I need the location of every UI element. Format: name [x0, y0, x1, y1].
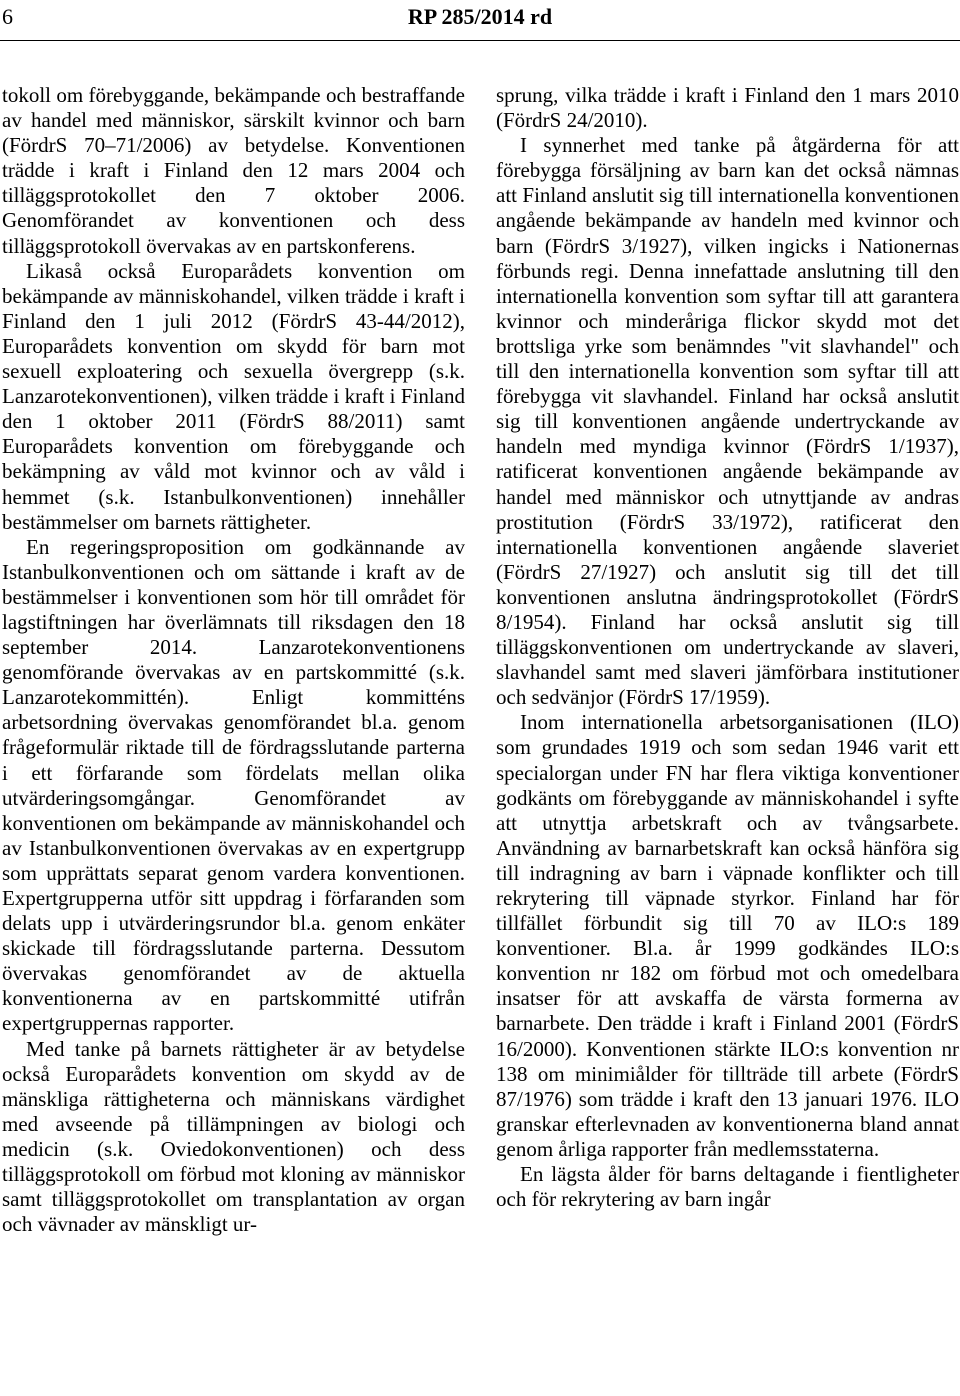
page-header — [0, 0, 960, 46]
paragraph: En lägsta ålder för barns deltagande i fientligheter och för rekrytering av barn ingår — [496, 1162, 959, 1212]
header-divider — [0, 40, 960, 41]
right-text-column — [496, 83, 959, 1212]
paragraph: Likaså också Europarådets konvention om bekämpande av människohandel, vilken trädde i kraft i Finland den 1 juli 2012 (FördrS 43-44/2012), Europarådets konvention om skydd för barn mot sexuell exploatering och sexuella övergrepp (s.k. Lanzarotekonventionen), vilken trädde i kraft i Finland den 1 oktober 2011 (FördrS 88/2011) samt Europarådets konvention om förebyggande och bekämpning av våld mot kvinnor och av våld i hemmet (s.k. Istanbulkonventionen) innehåller bestämmelser om barnets rättigheter. — [2, 258, 465, 534]
paragraph: Inom internationella arbetsorganisationen (ILO) som grundades 1919 och som sedan 1946 varit ett specialorgan under FN har flera viktiga konventioner godkänts om förebyggande av människohandel i syfte att utnyttja arbetskraft och av tvångsarbete. Användning av barnarbetskraft kan också hänföra sig till indragning av barn i väpnade konflikter och till rekrytering till väpnade styrkor. Finland har för tillfället förbundit sig till 70 av ILO:s 189 konventioner. Bl.a. år 1999 godkändes ILO:s konvention nr 182 om förbud mot och omedelbara insatser för att avskaffa de värsta formerna av barnarbete. Den trädde i kraft i Finland 2001 (FördrS 16/2000). Konventionen stärkte ILO:s konvention nr 138 om minimiålder för tillträde till arbete (FördrS 87/1976) som trädde i kraft den 13 januari 1976. ILO granskar efterlevnaden av konventionerna bland annat genom årliga rapporter från medlemsstaterna. — [496, 710, 959, 1161]
paragraph-continued: sprung, vilka trädde i kraft i Finland den 1 mars 2010 (FördrS 24/2010). — [496, 83, 959, 133]
paragraph: En regeringsproposition om godkännande av Istanbulkonventionen och om sättande i kraft av de bestämmelser i konventionen som hör till området för lagstiftningen har överlämnats till riksdagen den 18 september 2014. Lanzarotekonventionens genomförande övervakas av en partskommitté (s.k. Lanzarotekommittén). Enligt kommitténs arbetsordning övervakas genomförandet bl.a. genom frågeformulär riktade till de fördragsslutande parterna i ett förfarande som fördelats mellan olika utvärderingsomgångar. Genomförandet av konventionen om bekämpande av människohandel och av Istanbulkonventionen övervakas av en expertgrupp som upprättats separat genom vardera konventionen. Expertgrupperna utför sitt uppdrag i förfaranden som delats upp i utvärderingsrundor bl.a. genom enkäter skickade till fördragsslutande parterna. Dessutom övervakas genomförandet av de aktuella konventionerna av en partskommitté utifrån expertgruppernas rapporter. — [2, 534, 465, 1036]
document-reference: RP 285/2014 rd — [407, 4, 553, 29]
paragraph-continued: tokoll om förebyggande, bekämpande och bestraffande av handel med människor, särskilt kvinnor och barn (FördrS 70–71/2006) av betydelse. Konventionen trädde i kraft i Finland den 12 mars 2004 och tilläggsprotokollet den 7 oktober 2006. Genomförandet av konventionen och dess tilläggsprotokoll övervakas av en partskonferens. — [2, 83, 465, 258]
paragraph: Med tanke på barnets rättigheter är av betydelse också Europarådets konvention om skydd av de mänskliga rättigheterna och människans värdighet med avseende på tillämpningen av biologi och medicin (s.k. Oviedokonventionen) och dess tilläggsprotokoll om förbud mot kloning av människor samt tilläggsprotokollet om transplantation av organ och vävnader av mänskligt ur- — [2, 1036, 465, 1237]
page-number: 6 — [2, 4, 13, 29]
left-text-column — [2, 83, 465, 1237]
paragraph: I synnerhet med tanke på åtgärderna för att förebygga försäljning av barn kan det också nämnas att Finland anslutit sig till internationella konventionen angående bekämpande av handeln med kvinnor och barn (FördrS 3/1927), vilken ingicks i Nationernas förbunds regi. Denna innefattade anslutning till den internationella konvention som syftar till att garantera kvinnor och minderåriga flickor skydd mot det brottsliga yrke som benämndes "vit slavhandel" och till den internationella konvention som syftar till att förebygga vit slavhandel. Finland har också anslutit sig till konventionen angående undertryckande av handeln med myndiga kvinnor (FördrS 1/1937), ratificerat konventionen angående bekämpande av handel med människor och utnyttjande av andras prostitution (FördrS 33/1972), ratificerat den internationella konventionen angående slaveriet (FördrS 27/1927) och anslutit sig till det till konventionen anslutna ändringsprotokollet (FördrS 8/1954). Finland har också anslutit sig till tilläggskonventionen om undertryckande av slaveri, slavhandel samt med slaveri jämförbara institutioner och sedvänjor (FördrS 17/1959). — [496, 133, 959, 710]
